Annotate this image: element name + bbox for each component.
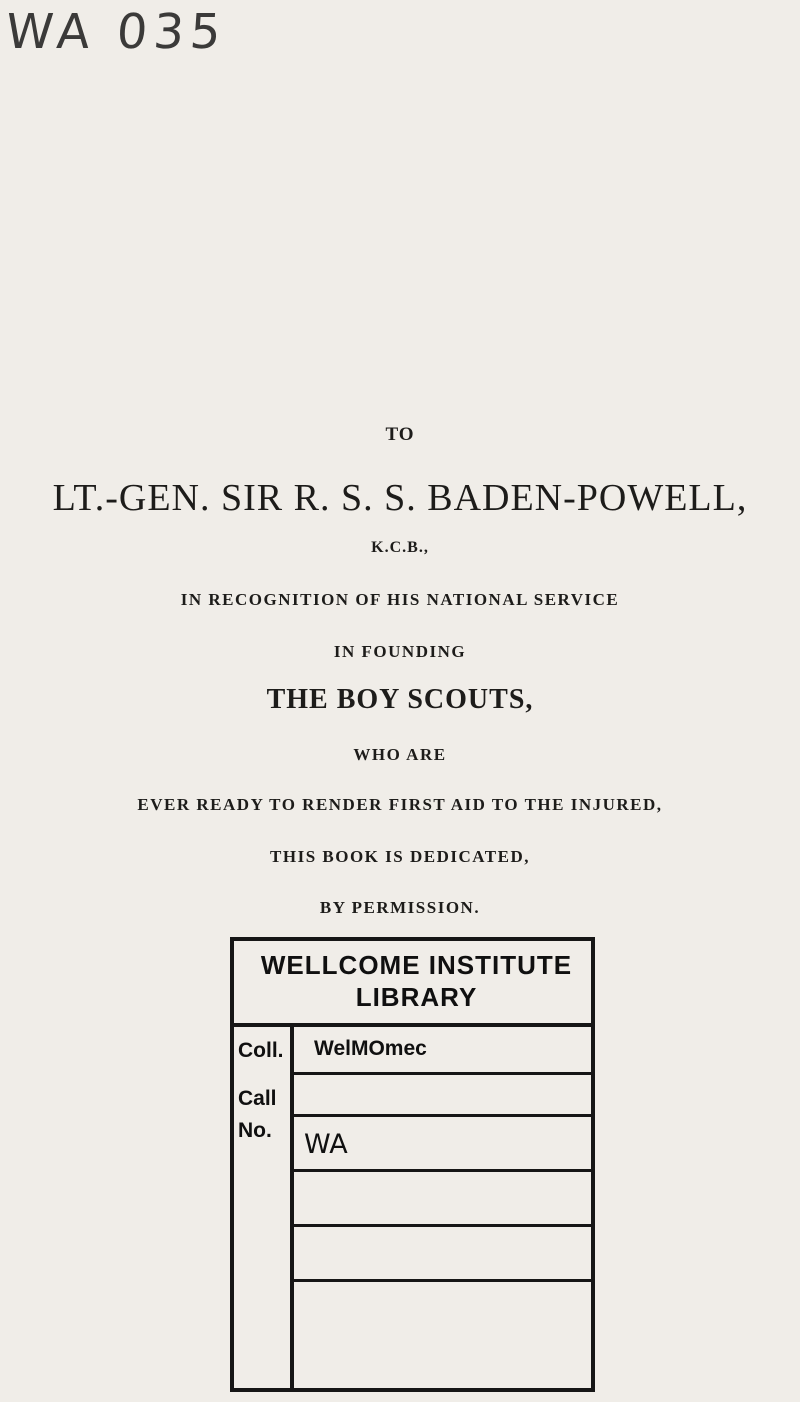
dedication-line: THIS BOOK IS DEDICATED, [270, 847, 530, 866]
stamp-institution: WELLCOME INSTITUTE [260, 950, 573, 980]
call-label: Call [238, 1087, 277, 1110]
dedicatee-name: LT.-GEN. SIR R. S. S. BADEN-POWELL, [52, 477, 748, 519]
stamp-heading [244, 949, 589, 1013]
stamp-field-column [294, 1027, 591, 1388]
dedication-emphasis-line: THE BOY SCOUTS, [266, 684, 534, 715]
dedication-line: WHO ARE [353, 745, 447, 764]
dedication-line: EVER READY TO RENDER FIRST AID TO THE INJURED, [137, 795, 663, 814]
stamp-label-column [234, 1027, 294, 1388]
coll-value: WelMOmec [314, 1037, 427, 1060]
handwritten-shelfmark: WA 035 [4, 4, 229, 60]
dedication-line: IN FOUNDING [333, 642, 467, 661]
dedication-line: IN RECOGNITION OF HIS NATIONAL SERVICE [180, 590, 620, 609]
no-value: WA [304, 1129, 348, 1160]
stamp-library: LIBRARY [355, 982, 478, 1012]
dedication-line: BY PERMISSION. [319, 898, 481, 917]
coll-field [294, 1027, 591, 1075]
no-field [294, 1117, 591, 1172]
dedicatee-honours: K.C.B., [371, 539, 429, 556]
library-stamp [230, 937, 595, 1392]
coll-label: Coll. [238, 1039, 284, 1062]
blank-field [294, 1227, 591, 1282]
blank-field [294, 1172, 591, 1227]
dedication-to: TO [385, 424, 415, 445]
call-field [294, 1075, 591, 1117]
no-label: No. [238, 1119, 272, 1142]
